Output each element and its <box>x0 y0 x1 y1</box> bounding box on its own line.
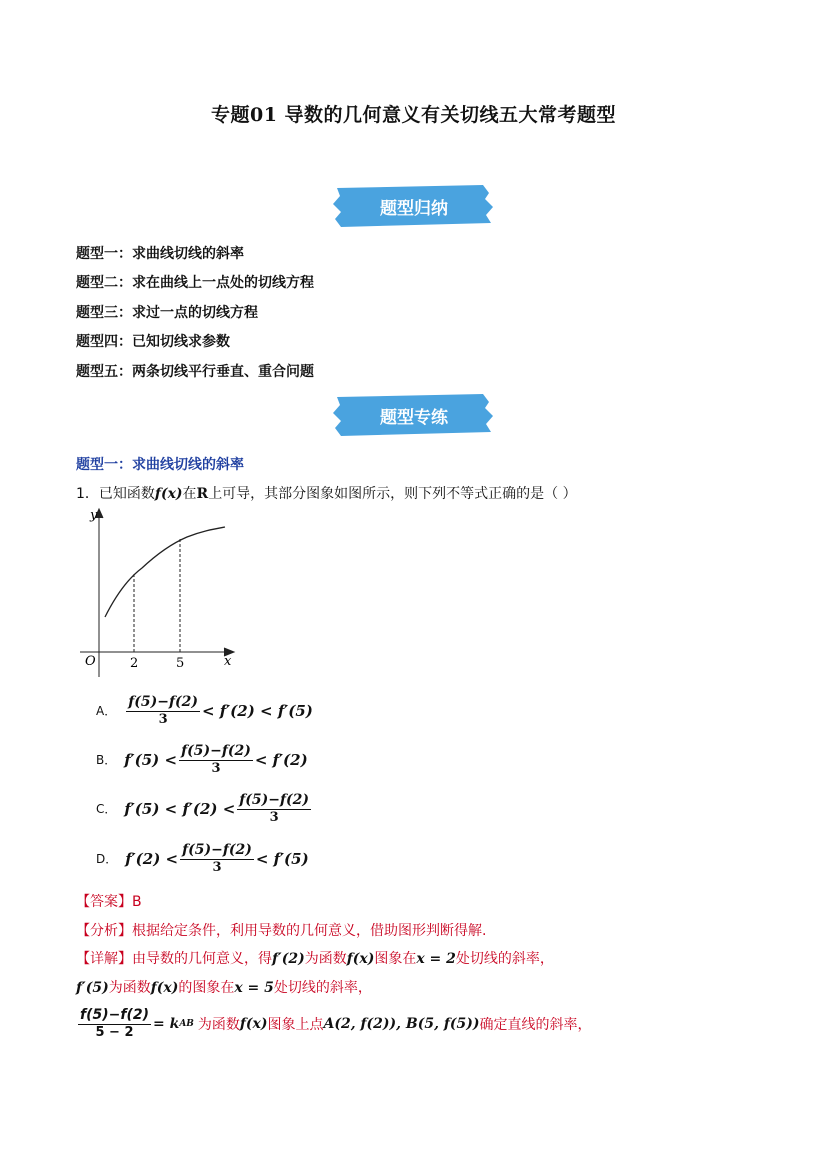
detail-math: x = 5 <box>234 980 274 996</box>
question-number: 1． <box>76 486 99 502</box>
detail-math: A(2, f(2)), B(5, f(5)) <box>323 1015 480 1032</box>
page-title: 专题01 导数的几何意义有关切线五大常考题型 <box>210 104 617 126</box>
option-c-pre: f′(5) < f′(2) < <box>124 799 236 818</box>
fraction-numerator: f(5)−f(2) <box>181 743 251 759</box>
answer-value: B <box>132 894 142 910</box>
category-2: 题型二：求在曲线上一点处的切线方程 <box>76 275 314 291</box>
detail-text: 确定直线的斜率， <box>479 1016 592 1033</box>
answer-line <box>76 891 142 911</box>
detail-line-2 <box>76 977 372 997</box>
question-text-1: 已知函数 <box>98 486 155 502</box>
option-d-rest: < f′(5) <box>255 849 309 868</box>
banner-summary <box>333 185 495 227</box>
detail-math: = k <box>153 1015 180 1032</box>
detail-line-1 <box>76 948 554 968</box>
answer-tag: 【答案】 <box>76 894 132 910</box>
analysis-text: 根据给定条件，利用导数的几何意义，借助图形判断得解. <box>132 923 487 939</box>
option-d-label: D． <box>96 852 118 866</box>
question-1 <box>76 483 577 503</box>
detail-text: 为函数 <box>304 951 347 967</box>
option-b[interactable] <box>96 742 308 777</box>
detail-math: f′(5) <box>76 980 109 996</box>
option-b-fraction <box>179 742 253 777</box>
detail-math: x = 2 <box>416 951 456 967</box>
detail-text: 处切线的斜率， <box>455 951 554 967</box>
option-c-fraction <box>237 791 311 826</box>
category-4: 题型四：已知切线求参数 <box>76 334 230 350</box>
function-graph <box>72 505 242 680</box>
banner-practice-label: 题型专练 <box>380 407 448 428</box>
detail-math: f(x) <box>346 951 375 967</box>
fraction-denominator: 3 <box>158 712 168 727</box>
detail-text: 图象在 <box>374 951 417 967</box>
category-1: 题型一：求曲线切线的斜率 <box>76 246 244 262</box>
question-fx: f(x) <box>154 486 183 502</box>
detail-fraction <box>78 1006 151 1041</box>
detail-tag: 【详解】 <box>76 951 132 967</box>
option-d-fraction <box>180 841 254 876</box>
fraction-denominator: 3 <box>269 810 279 825</box>
option-a-rest: < f′(2) < f′(5) <box>201 701 313 720</box>
x-label: x <box>224 654 232 669</box>
detail-text: 为函数 <box>108 980 151 996</box>
option-b-rest: < f′(2) <box>254 750 308 769</box>
option-b-pre: f′(5) < <box>124 750 178 769</box>
question-text-3: 上可导，其部分图象如图所示，则下列不等式正确的是（ ） <box>208 486 577 502</box>
section-heading: 题型一：求曲线切线的斜率 <box>76 457 244 473</box>
option-a[interactable] <box>96 693 313 728</box>
option-c[interactable] <box>96 791 313 826</box>
banner-practice <box>333 394 495 436</box>
option-c-label: C． <box>96 802 117 816</box>
category-5: 题型五：两条切线平行垂直、重合问题 <box>76 364 314 380</box>
detail-math: f(x) <box>150 980 179 996</box>
fraction-denominator: 3 <box>212 860 222 875</box>
option-d-pre: f′(2) < <box>125 849 179 868</box>
banner-summary-label: 题型归纳 <box>380 198 448 219</box>
fraction-numerator: f(5)−f(2) <box>182 842 252 858</box>
option-b-label: B． <box>96 753 117 767</box>
detail-text: 由导数的几何意义，得 <box>132 951 272 967</box>
fraction-numerator: f(5)−f(2) <box>239 792 310 808</box>
fraction-numerator: f(5)−f(2) <box>128 694 198 710</box>
detail-math: f(x) <box>239 1015 268 1032</box>
curve <box>105 527 225 617</box>
question-text-2: 在 <box>182 486 197 502</box>
detail-line-3 <box>76 1006 591 1041</box>
option-d[interactable] <box>96 841 309 876</box>
origin-label: O <box>85 654 96 669</box>
analysis-line <box>76 920 486 940</box>
detail-text: 的图象在 <box>178 980 235 996</box>
option-a-fraction <box>126 693 200 728</box>
fraction-numerator: f(5)−f(2) <box>80 1007 149 1023</box>
detail-math-subscript: AB <box>179 1018 194 1029</box>
fraction-denominator: 5 − 2 <box>95 1025 134 1040</box>
detail-text: 为函数 <box>197 1016 240 1033</box>
tick-label-2: 2 <box>130 656 139 671</box>
fraction-denominator: 3 <box>211 761 221 776</box>
category-3: 题型三：求过一点的切线方程 <box>76 305 258 321</box>
question-R: R <box>196 486 209 502</box>
detail-text: 图象上点 <box>267 1016 324 1033</box>
y-label: y <box>90 508 98 523</box>
tick-label-5: 5 <box>176 656 185 671</box>
detail-math: f′(2) <box>272 951 305 967</box>
analysis-tag: 【分析】 <box>76 923 132 939</box>
detail-text: 处切线的斜率， <box>273 980 372 996</box>
option-a-label: A． <box>96 704 117 718</box>
